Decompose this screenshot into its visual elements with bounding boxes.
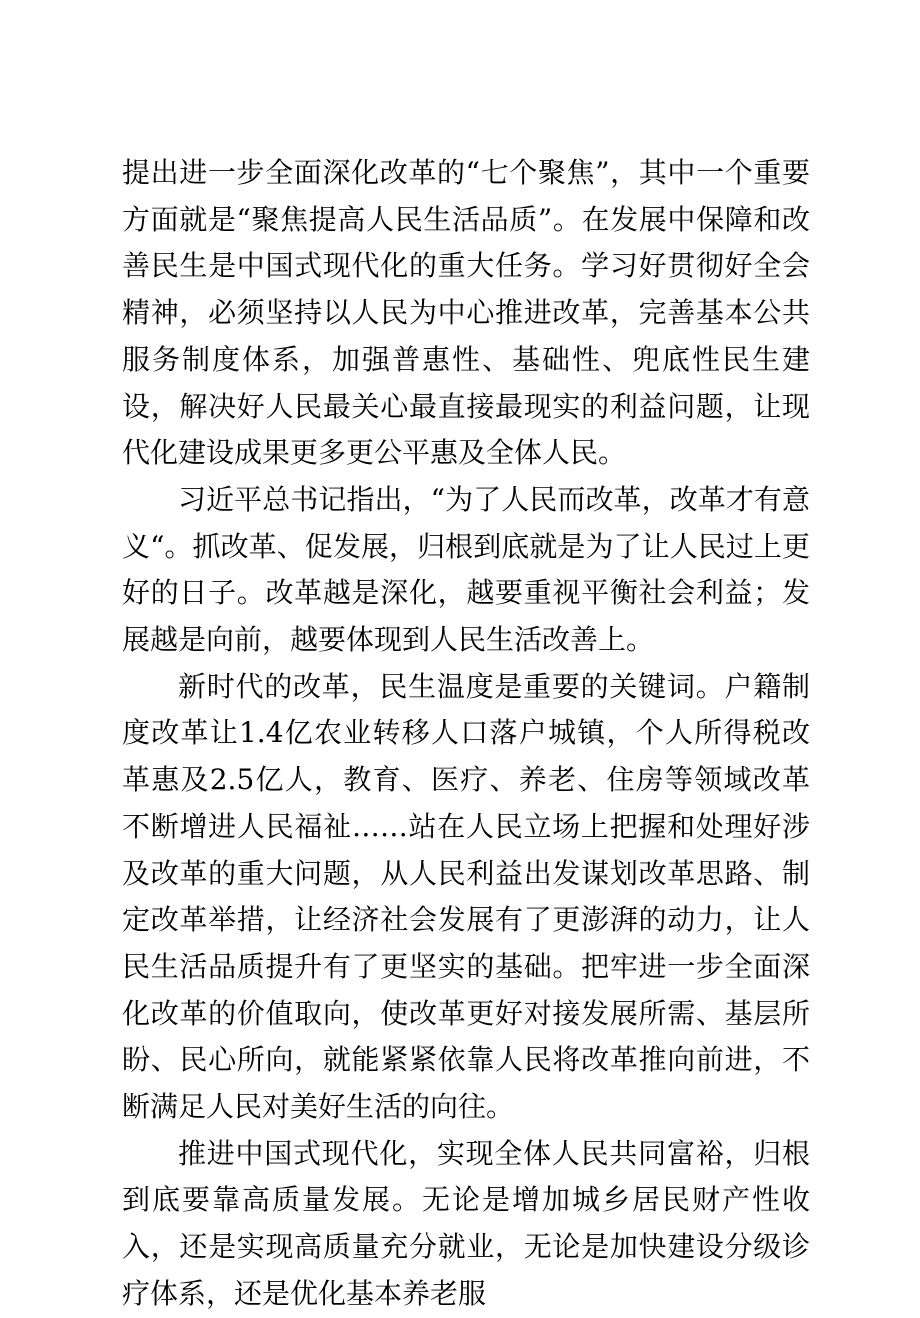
paragraph-3: 新时代的改革，民生温度是重要的关键词。户籍制度改革让1.4亿农业转移人口落户城镇，个人所得税改革惠及2.5亿人，教育、医疗、养老、住房等领域改革不断增进人民福祉……站在人民立场上把握和处理好涉及改革的重大问题，从人民利益出发谋划改革思路、制定改革举措，让经济社会发展有了更澎湃的动力，让人民生活品质提升有了更坚实的基础。把牢进一步全面深化改革的价值取向，使改革更好对接发展所需、基层所盼、民心所向，就能紧紧依靠人民将改革推向前进，不断满足人民对美好生活的向往。 [122, 669, 810, 1124]
document-body [122, 150, 810, 1318]
paragraph-2: 习近平总书记指出，“为了人民而改革，改革才有意义“。抓改革、促发展，归根到底就是为了让人民过上更好的日子。改革越是深化，越要重视平衡社会利益；发展越是向前，越要体现到人民生活改善上。 [122, 482, 810, 657]
paragraph-4: 推进中国式现代化，实现全体人民共同富裕，归根到底要靠高质量发展。无论是增加城乡居民财产性收入，还是实现高质量充分就业，无论是加快建设分级诊疗体系，还是优化基本养老服 [122, 1136, 810, 1310]
paragraph-1: 提出进一步全面深化改革的“七个聚焦”，其中一个重要方面就是“聚焦提高人民生活品质”。在发展中保障和改善民生是中国式现代化的重大任务。学习好贯彻好全会精神，必须坚持以人民为中心推进改革，完善基本公共服务制度体系，加强普惠性、基础性、兜底性民生建设，解决好人民最关心最直接最现实的利益问题，让现代化建设成果更多更公平惠及全体人民。 [122, 156, 810, 470]
